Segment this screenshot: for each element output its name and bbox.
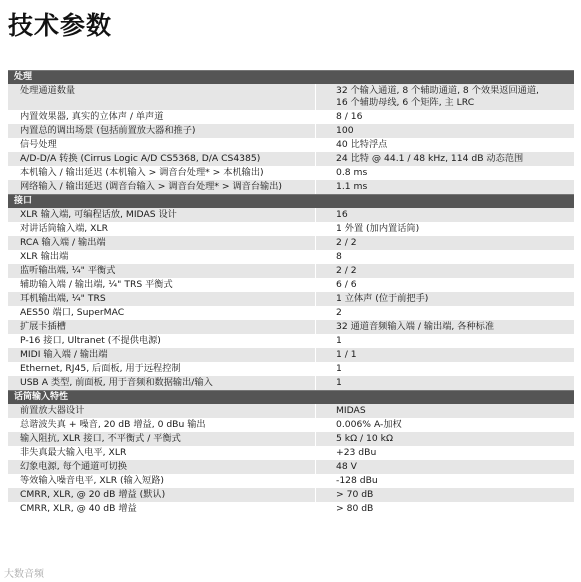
spec-label: XLR 输入端, 可编程话放, MIDAS 设计 [20, 209, 177, 220]
spec-row [8, 138, 574, 152]
spec-label: 非失真最大输入电平, XLR [20, 447, 127, 458]
spec-label: USB A 类型, 前面板, 用于音频和数据输出/输入 [20, 377, 213, 388]
spec-label: A/D-D/A 转换 (Cirrus Logic A/D CS5368, D/A CS4385) [20, 153, 261, 164]
spec-value: 0.006% A-加权 [315, 418, 574, 432]
spec-row [8, 110, 574, 124]
spec-value: 32 个输入通道, 8 个辅助通道, 8 个效果返回通道, 16 个辅助母线, 6 个矩阵, 主 LRC [315, 84, 574, 110]
spec-row [8, 376, 574, 390]
page-title: 技术参数 [8, 11, 113, 40]
spec-value: 24 比特 @ 44.1 / 48 kHz, 114 dB 动态范围 [315, 152, 574, 166]
spec-label: 辅助输入端 / 输出端, ¼" TRS 平衡式 [20, 279, 173, 290]
spec-label: 幻象电源, 每个通道可切换 [20, 461, 127, 472]
spec-value: 1 [315, 334, 574, 348]
spec-value: +23 dBu [315, 446, 574, 460]
spec-label: 前置放大器设计 [20, 405, 85, 416]
spec-label: Ethernet, RJ45, 后面板, 用于远程控制 [20, 363, 181, 374]
spec-label: 总谐波失真 + 噪音, 20 dB 增益, 0 dBu 输出 [20, 419, 206, 430]
spec-value: 6 / 6 [315, 278, 574, 292]
section-header: 处理 [8, 70, 574, 84]
spec-label: 对讲话筒输入端, XLR [20, 223, 108, 234]
spec-value: 0.8 ms [315, 166, 574, 180]
spec-row [8, 432, 574, 446]
spec-row [8, 418, 574, 432]
spec-label: 处理通道数量 [20, 85, 76, 96]
spec-label: 监听输出端, ¼" 平衡式 [20, 265, 116, 276]
spec-label: 内置总的调出场景 (包括前置放大器和推子) [20, 125, 196, 136]
spec-label: AES50 端口, SuperMAC [20, 307, 125, 318]
spec-label: 扩展卡插槽 [20, 321, 66, 332]
spec-value: MIDAS [315, 404, 574, 418]
spec-value: 1 / 1 [315, 348, 574, 362]
spec-row [8, 488, 574, 502]
spec-label: P-16 接口, Ultranet (不提供电源) [20, 335, 161, 346]
spec-label: XLR 输出端 [20, 251, 69, 262]
spec-value: 1 外置 (加内置话筒) [315, 222, 574, 236]
spec-label: MIDI 输入端 / 输出端 [20, 349, 108, 360]
spec-row [8, 166, 574, 180]
spec-table [8, 70, 574, 516]
spec-label: CMRR, XLR, @ 40 dB 增益 [20, 503, 137, 514]
spec-row [8, 84, 574, 110]
section-header: 接口 [8, 194, 574, 208]
watermark: 大数音频 [4, 569, 44, 580]
spec-row [8, 124, 574, 138]
spec-row [8, 278, 574, 292]
spec-value: 2 [315, 306, 574, 320]
spec-value: 100 [315, 124, 574, 138]
spec-value: > 70 dB [315, 488, 574, 502]
spec-label: 本机输入 / 输出延迟 (本机输入 > 调音台处理* > 本机输出) [20, 167, 264, 178]
spec-label: 内置效果器, 真实的立体声 / 单声道 [20, 111, 164, 122]
spec-row [8, 208, 574, 222]
spec-row [8, 306, 574, 320]
spec-row [8, 404, 574, 418]
spec-row [8, 348, 574, 362]
spec-row [8, 250, 574, 264]
spec-row [8, 362, 574, 376]
spec-value: 1 [315, 376, 574, 390]
spec-value: 48 V [315, 460, 574, 474]
spec-value: 5 kΩ / 10 kΩ [315, 432, 574, 446]
spec-value: 40 比特浮点 [315, 138, 574, 152]
spec-value: -128 dBu [315, 474, 574, 488]
spec-label: 网络输入 / 输出延迟 (调音台输入 > 调音台处理* > 调音台输出) [20, 181, 283, 192]
spec-row [8, 180, 574, 194]
section-header: 话筒输入特性 [8, 390, 574, 404]
spec-row [8, 502, 574, 516]
spec-label: 信号处理 [20, 139, 57, 150]
spec-value: 1.1 ms [315, 180, 574, 194]
spec-row [8, 152, 574, 166]
spec-row [8, 446, 574, 460]
spec-label: 输入阻抗, XLR 接口, 不平衡式 / 平衡式 [20, 433, 181, 444]
spec-value: 8 [315, 250, 574, 264]
spec-row [8, 264, 574, 278]
spec-row [8, 222, 574, 236]
spec-value: 2 / 2 [315, 236, 574, 250]
spec-label: RCA 输入端 / 输出端 [20, 237, 106, 248]
spec-label: CMRR, XLR, @ 20 dB 增益 (默认) [20, 489, 166, 500]
spec-value: 1 [315, 362, 574, 376]
spec-value: 2 / 2 [315, 264, 574, 278]
spec-value: 8 / 16 [315, 110, 574, 124]
spec-row [8, 334, 574, 348]
spec-value: 32 通道音频输入端 / 输出端, 各种标准 [315, 320, 574, 334]
spec-label: 耳机输出端, ¼" TRS [20, 293, 106, 304]
spec-label: 等效输入噪音电平, XLR (输入短路) [20, 475, 164, 486]
spec-row [8, 460, 574, 474]
spec-value: 16 [315, 208, 574, 222]
spec-value: > 80 dB [315, 502, 574, 516]
spec-row [8, 320, 574, 334]
spec-row [8, 474, 574, 488]
spec-row [8, 292, 574, 306]
spec-row [8, 236, 574, 250]
spec-value: 1 立体声 (位于前把手) [315, 292, 574, 306]
